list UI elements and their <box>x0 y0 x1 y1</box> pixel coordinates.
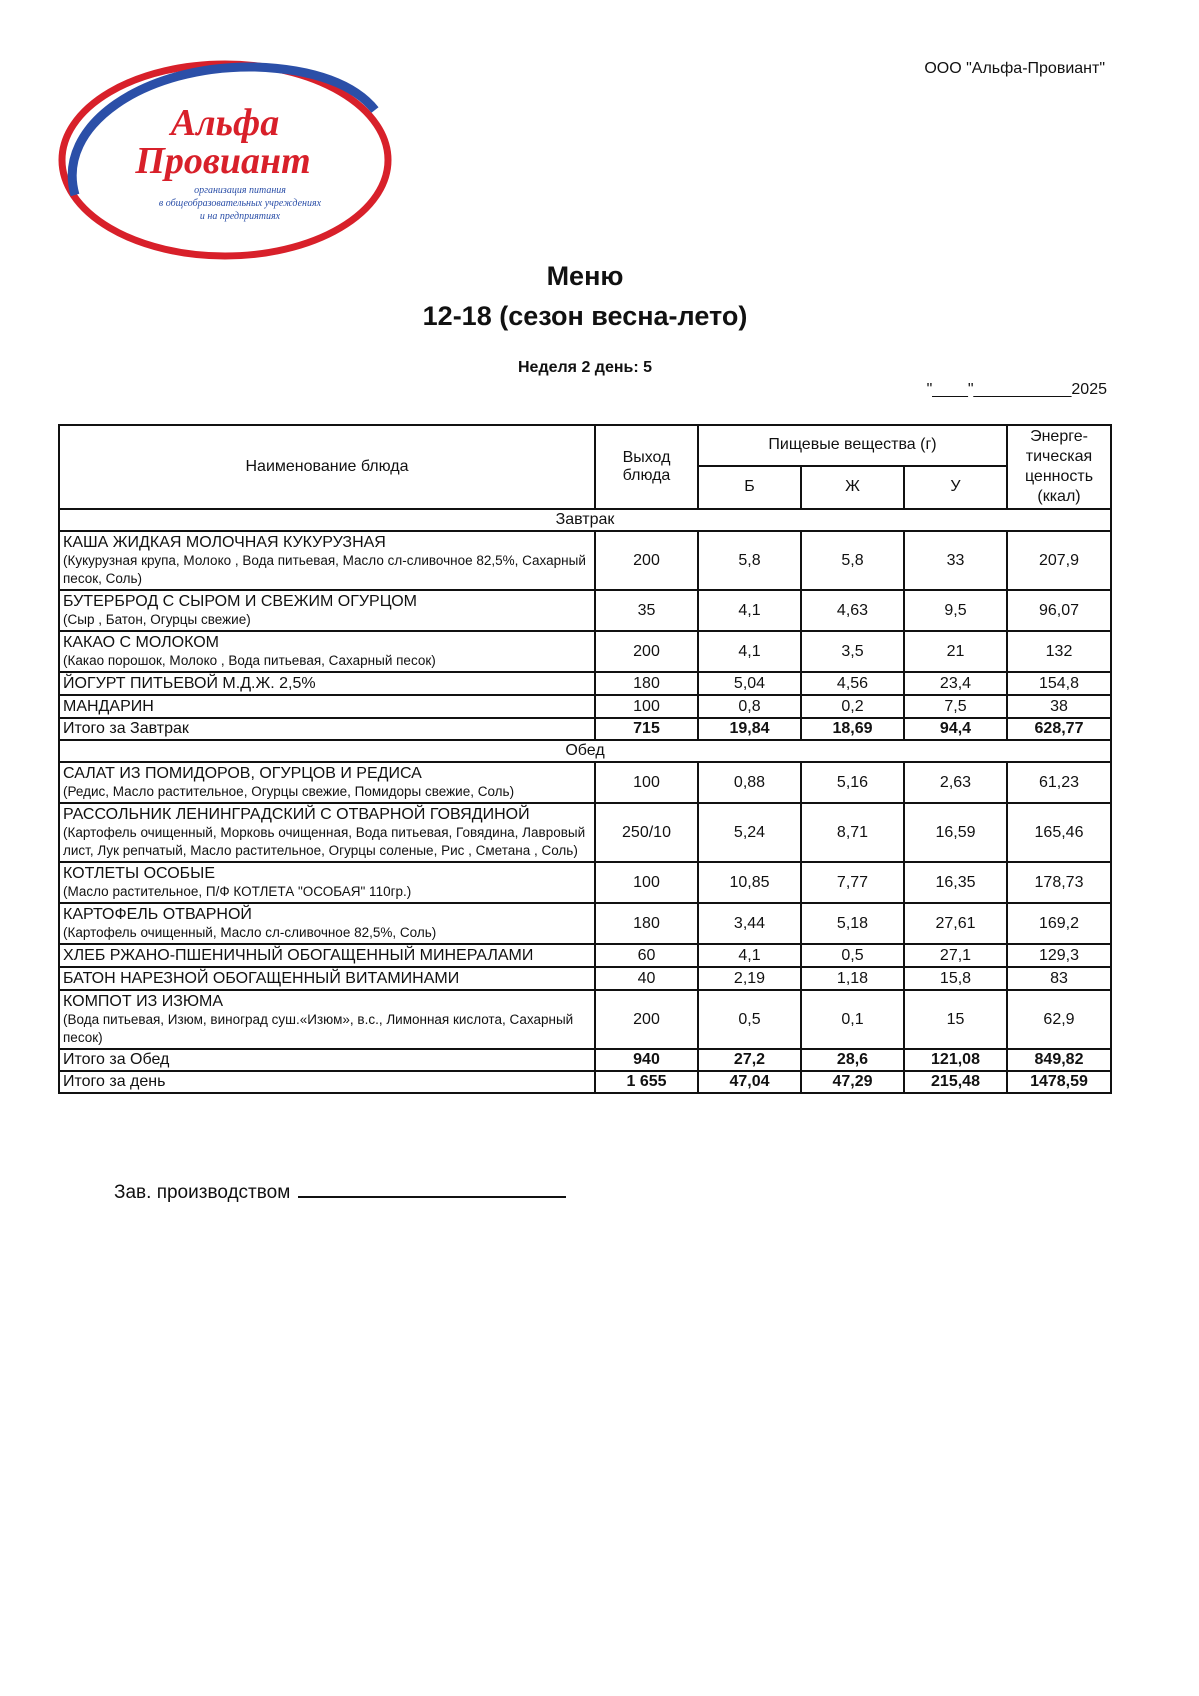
header-energy: Энерге-тическая ценность (ккал) <box>1007 425 1111 509</box>
value-b: 5,04 <box>698 672 801 695</box>
signature-line <box>298 1180 566 1198</box>
table-row <box>59 903 1111 944</box>
section-row <box>59 740 1111 762</box>
dish-cell <box>59 631 595 672</box>
value-b: 0,8 <box>698 695 801 718</box>
value-yield: 100 <box>595 695 698 718</box>
value-zh: 8,71 <box>801 803 904 862</box>
value-u: 33 <box>904 531 1007 590</box>
signature-block <box>114 1180 566 1204</box>
value-yield: 200 <box>595 531 698 590</box>
total-u: 94,4 <box>904 718 1007 740</box>
value-zh: 5,16 <box>801 762 904 803</box>
value-u: 23,4 <box>904 672 1007 695</box>
value-zh: 7,77 <box>801 862 904 903</box>
table-row <box>59 862 1111 903</box>
value-kcal: 154,8 <box>1007 672 1111 695</box>
dish-name: ХЛЕБ РЖАНО-ПШЕНИЧНЫЙ ОБОГАЩЕННЫЙ МИНЕРАЛАМИ <box>63 947 534 964</box>
day-total-b: 47,04 <box>698 1071 801 1093</box>
dish-name: ЙОГУРТ ПИТЬЕВОЙ М.Д.Ж. 2,5% <box>63 675 316 692</box>
table-row <box>59 631 1111 672</box>
value-kcal: 178,73 <box>1007 862 1111 903</box>
menu-table <box>58 424 1112 1094</box>
value-yield: 35 <box>595 590 698 631</box>
dish-ingredients: (Картофель очищенный, Морковь очищенная, Вода питьевая, Говядина, Лавровый лист, Лук репчатый, Масло растительное, Огурцы соленые, Рис , Сметана , Соль) <box>63 825 586 858</box>
value-zh: 0,5 <box>801 944 904 967</box>
dish-ingredients: (Вода питьевая, Изюм, виноград суш.«Изюм», в.с., Лимонная кислота, Сахарный песок) <box>63 1012 574 1045</box>
total-label: Итого за Завтрак <box>59 718 595 740</box>
header-protein: Б <box>698 466 801 509</box>
table-row <box>59 803 1111 862</box>
section-title: Обед <box>59 740 1111 762</box>
value-kcal: 62,9 <box>1007 990 1111 1049</box>
day-total-yield: 1 655 <box>595 1071 698 1093</box>
value-yield: 100 <box>595 862 698 903</box>
table-row <box>59 590 1111 631</box>
value-u: 16,35 <box>904 862 1007 903</box>
value-b: 4,1 <box>698 631 801 672</box>
total-zh: 28,6 <box>801 1049 904 1071</box>
dish-cell <box>59 531 595 590</box>
value-zh: 5,18 <box>801 903 904 944</box>
dish-name: РАССОЛЬНИК ЛЕНИНГРАДСКИЙ С ОТВАРНОЙ ГОВЯДИНОЙ <box>63 806 530 823</box>
value-u: 16,59 <box>904 803 1007 862</box>
dish-ingredients: (Редис, Масло растительное, Огурцы свежие, Помидоры свежие, Соль) <box>63 784 515 799</box>
value-zh: 4,56 <box>801 672 904 695</box>
table-row <box>59 762 1111 803</box>
dish-ingredients: (Кукурузная крупа, Молоко , Вода питьевая, Масло сл-сливочное 82,5%, Сахарный песок, Соль) <box>63 553 586 586</box>
total-kcal: 628,77 <box>1007 718 1111 740</box>
table-row <box>59 944 1111 967</box>
header-name: Наименование блюда <box>59 425 595 509</box>
value-b: 0,88 <box>698 762 801 803</box>
logo-tagline3: и на предприятиях <box>199 211 281 222</box>
total-yield: 940 <box>595 1049 698 1071</box>
value-b: 4,1 <box>698 590 801 631</box>
value-u: 9,5 <box>904 590 1007 631</box>
value-b: 10,85 <box>698 862 801 903</box>
dish-cell <box>59 803 595 862</box>
logo-tagline1: организация питания <box>194 185 286 196</box>
dish-cell <box>59 672 595 695</box>
value-yield: 200 <box>595 990 698 1049</box>
value-u: 15 <box>904 990 1007 1049</box>
dish-cell <box>59 862 595 903</box>
value-yield: 180 <box>595 672 698 695</box>
page-title: Меню <box>546 261 624 291</box>
value-zh: 0,2 <box>801 695 904 718</box>
value-yield: 250/10 <box>595 803 698 862</box>
dish-name: БУТЕРБРОД С СЫРОМ И СВЕЖИМ ОГУРЦОМ <box>63 593 417 610</box>
value-kcal: 169,2 <box>1007 903 1111 944</box>
value-kcal: 83 <box>1007 967 1111 990</box>
value-kcal: 61,23 <box>1007 762 1111 803</box>
dish-name: КОТЛЕТЫ ОСОБЫЕ <box>63 865 215 882</box>
date-line: "____"___________2025 <box>926 381 1107 398</box>
total-b: 19,84 <box>698 718 801 740</box>
value-kcal: 132 <box>1007 631 1111 672</box>
menu-body <box>59 509 1111 1093</box>
logo-tagline2: в общеобразовательных учреждениях <box>158 198 322 209</box>
dish-name: КАША ЖИДКАЯ МОЛОЧНАЯ КУКУРУЗНАЯ <box>63 534 386 551</box>
value-kcal: 96,07 <box>1007 590 1111 631</box>
header-yield: Выход блюда <box>595 425 698 509</box>
value-b: 4,1 <box>698 944 801 967</box>
dish-cell <box>59 967 595 990</box>
value-yield: 40 <box>595 967 698 990</box>
value-zh: 3,5 <box>801 631 904 672</box>
total-u: 121,08 <box>904 1049 1007 1071</box>
day-total-row <box>59 1071 1111 1093</box>
value-u: 21 <box>904 631 1007 672</box>
value-u: 27,1 <box>904 944 1007 967</box>
total-yield: 715 <box>595 718 698 740</box>
value-b: 3,44 <box>698 903 801 944</box>
total-row <box>59 718 1111 740</box>
value-u: 7,5 <box>904 695 1007 718</box>
table-row <box>59 695 1111 718</box>
value-b: 0,5 <box>698 990 801 1049</box>
dish-name: КОМПОТ ИЗ ИЗЮМА <box>63 993 224 1010</box>
table-row <box>59 672 1111 695</box>
week-day: Неделя 2 день: 5 <box>517 359 653 376</box>
day-total-label: Итого за день <box>59 1071 595 1093</box>
value-u: 27,61 <box>904 903 1007 944</box>
dish-ingredients: (Картофель очищенный, Масло сл-сливочное 82,5%, Соль) <box>63 925 437 940</box>
value-yield: 60 <box>595 944 698 967</box>
total-zh: 18,69 <box>801 718 904 740</box>
total-b: 27,2 <box>698 1049 801 1071</box>
value-b: 2,19 <box>698 967 801 990</box>
dish-cell <box>59 695 595 718</box>
value-kcal: 129,3 <box>1007 944 1111 967</box>
dish-ingredients: (Какао порошок, Молоко , Вода питьевая, Сахарный песок) <box>63 653 436 668</box>
value-zh: 1,18 <box>801 967 904 990</box>
logo-line2: Провиант <box>135 140 311 182</box>
dish-ingredients: (Сыр , Батон, Огурцы свежие) <box>63 612 251 627</box>
table-row <box>59 990 1111 1049</box>
dish-name: КАКАО С МОЛОКОМ <box>63 634 219 651</box>
company-logo <box>55 55 395 265</box>
value-kcal: 165,46 <box>1007 803 1111 862</box>
page-subtitle: 12-18 (сезон весна-лето) <box>422 301 748 331</box>
day-total-u: 215,48 <box>904 1071 1007 1093</box>
logo-line1: Альфа <box>170 102 280 144</box>
value-kcal: 38 <box>1007 695 1111 718</box>
table-row <box>59 531 1111 590</box>
value-b: 5,24 <box>698 803 801 862</box>
day-total-zh: 47,29 <box>801 1071 904 1093</box>
dish-name: БАТОН НАРЕЗНОЙ ОБОГАЩЕННЫЙ ВИТАМИНАМИ <box>63 970 460 987</box>
header-nutrients: Пищевые вещества (г) <box>698 425 1007 466</box>
value-yield: 180 <box>595 903 698 944</box>
dish-cell <box>59 903 595 944</box>
section-row <box>59 509 1111 531</box>
section-title: Завтрак <box>59 509 1111 531</box>
value-yield: 200 <box>595 631 698 672</box>
value-yield: 100 <box>595 762 698 803</box>
dish-cell <box>59 762 595 803</box>
dish-ingredients: (Масло растительное, П/Ф КОТЛЕТА "ОСОБАЯ" 110гр.) <box>63 884 412 899</box>
value-kcal: 207,9 <box>1007 531 1111 590</box>
dish-cell <box>59 590 595 631</box>
header-fat: Ж <box>801 466 904 509</box>
header-carbs: У <box>904 466 1007 509</box>
value-b: 5,8 <box>698 531 801 590</box>
dish-cell <box>59 944 595 967</box>
table-row <box>59 967 1111 990</box>
value-zh: 4,63 <box>801 590 904 631</box>
dish-name: САЛАТ ИЗ ПОМИДОРОВ, ОГУРЦОВ И РЕДИСА <box>63 765 422 782</box>
dish-name: МАНДАРИН <box>63 698 154 715</box>
dish-cell <box>59 990 595 1049</box>
day-total-kcal: 1478,59 <box>1007 1071 1111 1093</box>
total-kcal: 849,82 <box>1007 1049 1111 1071</box>
value-zh: 5,8 <box>801 531 904 590</box>
total-label: Итого за Обед <box>59 1049 595 1071</box>
value-zh: 0,1 <box>801 990 904 1049</box>
value-u: 15,8 <box>904 967 1007 990</box>
total-row <box>59 1049 1111 1071</box>
company-name: ООО "Альфа-Провиант" <box>924 60 1105 77</box>
value-u: 2,63 <box>904 762 1007 803</box>
dish-name: КАРТОФЕЛЬ ОТВАРНОЙ <box>63 906 252 923</box>
signature-label: Зав. производством <box>114 1182 291 1203</box>
